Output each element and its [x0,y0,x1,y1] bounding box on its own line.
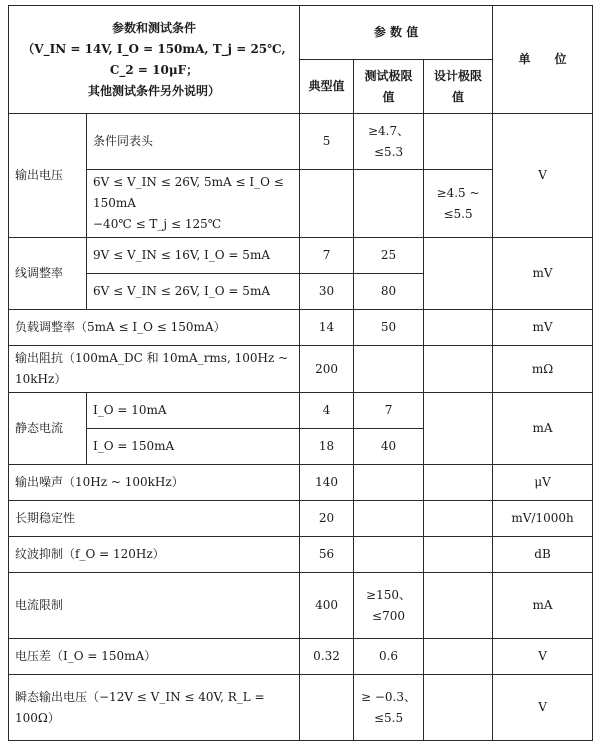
header-conditions [9,6,300,114]
current-limit-test [354,573,424,639]
long-term-stability-test [354,501,424,537]
output-voltage-cond1: 条件同表头 [87,114,300,170]
output-voltage-cond1-test-b: ≤5.3 [373,144,404,159]
transient-output-typ [300,675,354,741]
row-long-term-stability [9,501,593,537]
line-regulation-cond1-typ: 7 [300,238,354,274]
quiescent-current-cond2-typ: 18 [300,429,354,465]
output-voltage-unit: V [493,114,593,238]
output-noise-typ: 140 [300,465,354,501]
quiescent-current-unit: mA [493,393,593,465]
output-noise-design [424,465,493,501]
header-unit: 单 位 [493,6,593,114]
output-voltage-cond2-typ [300,170,354,238]
quiescent-current-cond1-typ: 4 [300,393,354,429]
ripple-rejection-design [424,537,493,573]
row-dropout-voltage [9,639,593,675]
output-impedance-test [354,346,424,393]
dropout-voltage-unit: V [493,639,593,675]
quiescent-current-cond2: I_O = 150mA [87,429,300,465]
output-voltage-cond2-design [424,170,493,238]
current-limit-unit: mA [493,573,593,639]
output-voltage-cond1-design [424,114,493,170]
output-voltage-cond2-a: 6V ≤ V_IN ≤ 26V, 5mA ≤ I_O ≤ 150mA [93,175,284,210]
output-noise-test [354,465,424,501]
parameter-table [8,5,593,741]
transient-output-unit: V [493,675,593,741]
current-limit-typ: 400 [300,573,354,639]
header-conditions-line3: 其他测试条件另外说明） [88,83,221,98]
row-quiescent-current-1 [9,393,593,429]
long-term-stability-unit: mV/1000h [493,501,593,537]
header-design-limit: 设计极限值 [424,60,493,114]
ripple-rejection-label: 纹波抑制（f_O = 120Hz） [9,537,300,573]
load-regulation-design [424,310,493,346]
header-typical: 典型值 [300,60,354,114]
load-regulation-unit: mV [493,310,593,346]
transient-output-test-a: ≥ −0.3、 [361,689,417,704]
line-regulation-cond2-test: 80 [354,274,424,310]
quiescent-current-design [424,393,493,465]
header-conditions-title: 参数和测试条件 [112,20,197,35]
row-ripple-rejection [9,537,593,573]
current-limit-label: 电流限制 [9,573,300,639]
row-transient-output [9,675,593,741]
quiescent-current-cond1: I_O = 10mA [87,393,300,429]
quiescent-current-label: 静态电流 [9,393,87,465]
current-limit-test-b: ≤700 [372,608,405,623]
row-output-impedance [9,346,593,393]
row-output-noise [9,465,593,501]
long-term-stability-label: 长期稳定性 [9,501,300,537]
output-noise-unit: μV [493,465,593,501]
header-test-limit: 测试极限值 [354,60,424,114]
header-values-group: 参 数 值 [300,6,493,60]
row-output-voltage-1 [9,114,593,170]
ripple-rejection-test [354,537,424,573]
transient-output-label: 瞬态输出电压（−12V ≤ V_IN ≤ 40V, R_L = 100Ω） [9,675,300,741]
output-impedance-label: 输出阻抗（100mA_DC 和 10mA_rms, 100Hz ~ 10kHz） [9,346,300,393]
line-regulation-cond2-typ: 30 [300,274,354,310]
ripple-rejection-unit: dB [493,537,593,573]
dropout-voltage-label: 电压差（I_O = 150mA） [9,639,300,675]
output-voltage-cond2 [87,170,300,238]
load-regulation-typ: 14 [300,310,354,346]
output-voltage-cond2-test [354,170,424,238]
output-voltage-label: 输出电压 [9,114,87,238]
dropout-voltage-design [424,639,493,675]
output-voltage-cond1-test [354,114,424,170]
transient-output-test-b: ≤5.5 [373,710,404,725]
output-noise-label: 输出噪声（10Hz ~ 100kHz） [9,465,300,501]
row-current-limit [9,573,593,639]
output-impedance-typ: 200 [300,346,354,393]
output-impedance-unit: mΩ [493,346,593,393]
output-impedance-design [424,346,493,393]
line-regulation-cond1-test: 25 [354,238,424,274]
long-term-stability-design [424,501,493,537]
line-regulation-design [424,238,493,310]
row-load-regulation [9,310,593,346]
dropout-voltage-test: 0.6 [354,639,424,675]
transient-output-test [354,675,424,741]
load-regulation-test: 50 [354,310,424,346]
line-regulation-label: 线调整率 [9,238,87,310]
dropout-voltage-typ: 0.32 [300,639,354,675]
long-term-stability-typ: 20 [300,501,354,537]
output-voltage-cond2-b: −40℃ ≤ T_j ≤ 125℃ [93,217,222,231]
header-conditions-line2: （V_IN = 14V, I_O = 150mA, T_j = 25℃, C_2 = 10μF； [22,41,286,77]
line-regulation-cond2: 6V ≤ V_IN ≤ 26V, I_O = 5mA [87,274,300,310]
output-voltage-cond1-typ: 5 [300,114,354,170]
quiescent-current-cond2-test: 40 [354,429,424,465]
ripple-rejection-typ: 56 [300,537,354,573]
transient-output-design [424,675,493,741]
quiescent-current-cond1-test: 7 [354,393,424,429]
line-regulation-unit: mV [493,238,593,310]
output-voltage-cond2-design-a: ≥4.5 ~ [436,185,480,200]
load-regulation-label: 负载调整率（5mA ≤ I_O ≤ 150mA） [9,310,300,346]
line-regulation-cond1: 9V ≤ V_IN ≤ 16V, I_O = 5mA [87,238,300,274]
output-voltage-cond2-design-b: ≤5.5 [443,206,473,221]
output-voltage-cond1-test-a: ≥4.7、 [367,123,410,138]
current-limit-design [424,573,493,639]
row-line-regulation-1 [9,238,593,274]
current-limit-test-a: ≥150、 [366,587,411,602]
